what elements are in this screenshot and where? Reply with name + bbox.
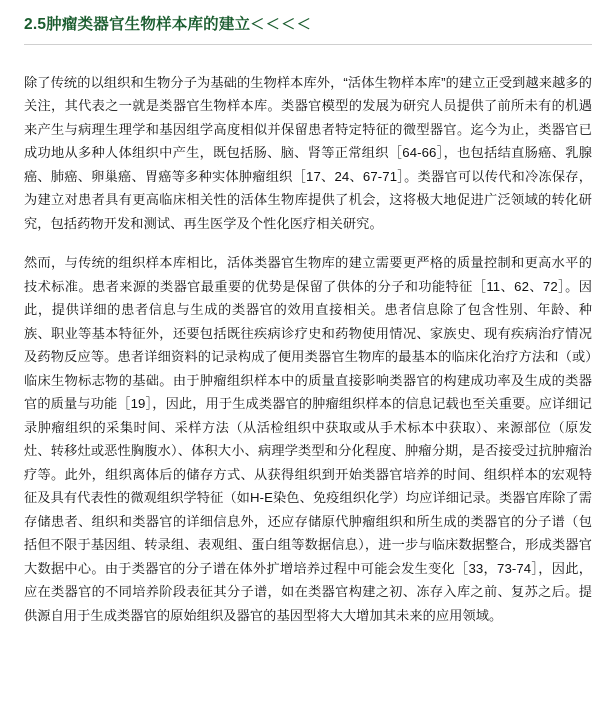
section-title: 肿瘤类器官生物样本库的建立 (46, 16, 251, 33)
section-number: 2.5 (24, 16, 47, 33)
heading-decoration-marks: ＜＜＜＜ (250, 16, 313, 32)
paragraph-1: 除了传统的以组织和生物分子为基础的生物样本库外，“活体生物样本库”的建立正受到越来越多的关注，其代表之一就是类器官生物样本库。类器官模型的发展为研究人员提供了前所未有的机遇来产生与病理生理学和基因组学高度相似并保留患者特定特征的微型器官。迄今为止，类器官已成功地从多种人体组织中产生，既包括肠、脑、肾等正常组织［64-66］，也包括结直肠癌、乳腺癌、肺癌、卵巢癌、胃癌等多种实体肿瘤组织［17、24、67-71］。类器官可以传代和冷冻保存，为建立对患者具有更高临床相关性的活体生物库提供了机会，这将极大地促进广泛领域的转化研究，包括药物开发和测试、再生医学及个性化医疗相关研究。 (24, 74, 592, 231)
paragraph-2: 然而，与传统的组织样本库相比，活体类器官生物库的建立需要更严格的质量控制和更高水平的技术标准。患者来源的类器官最重要的优势是保留了供体的分子和功能特征［11、62、72］。因此，提供详细的患者信息与生成的类器官的效用直接相关。患者信息除了包含性别、年龄、种族、职业等基本特征外，还要包括既往疾病诊疗史和药物使用情况、家族史、现有疾病治疗情况及药物反应等。患者详细资料的记录构成了便用类器官生物库的最基本的临床化治疗方法和（或）临床生物标志物的基础。由于肿瘤组织样本中的质量直接影响类器官的构建成功率及生成的类器官的质量与功能［19］，因此，用于生成类器官的肿瘤组织样本的信息记载也至关重要。应详细记录肿瘤组织的采集时间、采样方法（从活检组织中获取或从手术标本中获取）、来源部位（原发灶、转移灶或恶性胸腹水）、体积大小、病理学类型和分化程度、肿瘤分期，是否接受过抗肿瘤治疗等。此外，组织离体后的储存方式、从获得组织到开始类器官培养的时间、组织样本的宏观特征及具有代表性的微观组织学特征（如H-E染色、免疫组织化学）均应详细记录。类器官库除了需存储患者、组织和类器官的详细信息外，还应存储原代肿瘤组织和所生成的类器官的分子谱（包括但不限于基因组、转录组、表观组、蛋白组等数据信息），进一步与临床数据整合，形成类器官大数据中心。由于类器官的分子谱在体外扩增培养过程中可能会发生变化［33，73-74］，因此，应在类器官的不同培养阶段表征其分子谱，如在类器官构建之初、冻存入库之前、复苏之后。提供源自用于生成类器官的原始组织及器官的基因型将大大增加其未来的应用领域。 (24, 255, 592, 623)
section-heading (24, 0, 592, 36)
